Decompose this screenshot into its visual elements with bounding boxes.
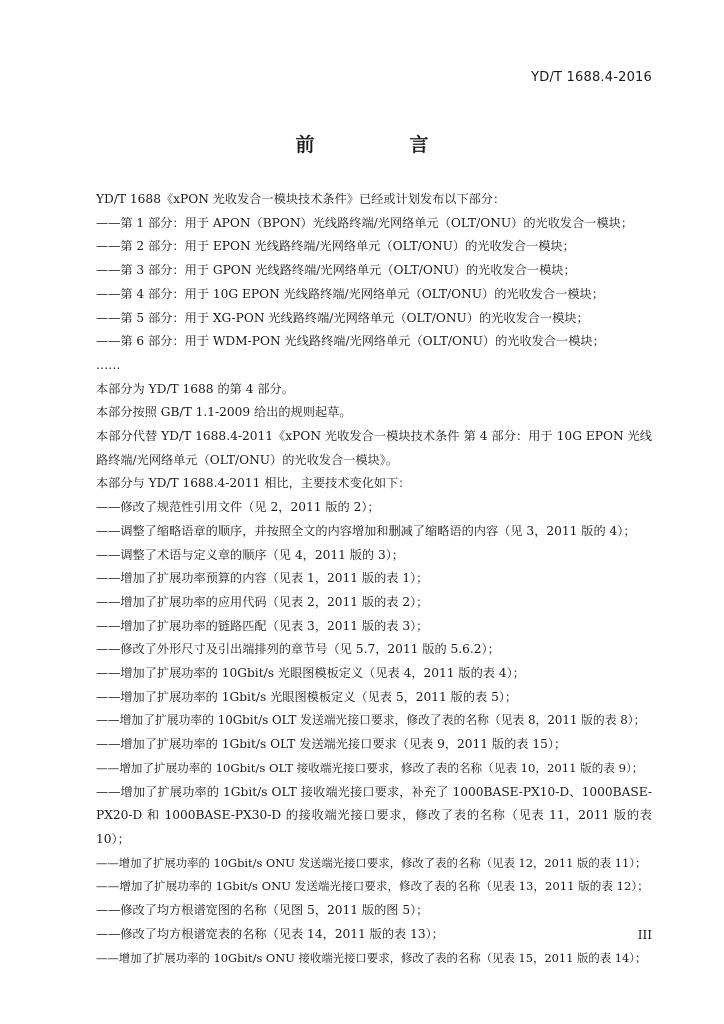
list-item: ——增加了扩展功率的应用代码（见表 2，2011 版的表 2）；: [96, 594, 429, 609]
list-item: ——第 6 部分：用于 WDM-PON 光线路终端/光网络单元（OLT/ONU）的光收发合一模块；: [96, 334, 605, 349]
page-number: III: [637, 928, 652, 942]
list-item: ——增加了扩展功率的 10Gbit/s OLT 接收端光接口要求，修改了表的名称（见表 10，2011 版的表 9）；: [96, 760, 644, 775]
paragraph: 本部分代替 YD/T 1688.4-2011《xPON 光收发合一模块技术条件 第 4 部分：用于 10G EPON 光线路终端/光网络单元（OLT/ONU）的光收发合一模块》。: [96, 429, 652, 467]
list-item: ——第 4 部分：用于 10G EPON 光线路终端/光网络单元（OLT/ONU）的光收发合一模块；: [96, 286, 604, 301]
ellipsis: ……: [96, 357, 121, 372]
list-item: ——增加了扩展功率的 10Gbit/s OLT 发送端光接口要求，修改了表的名称（见表 8，2011 版的表 8）；: [96, 713, 646, 728]
list-item: ——第 1 部分：用于 APON（BPON）光线路终端/光网络单元（OLT/ONU）的光收发合一模块；: [96, 215, 634, 230]
list-item: ——修改了均方根谱宽图的名称（见图 5，2011 版的图 5）；: [96, 903, 429, 918]
paragraph: YD/T 1688《xPON 光收发合一模块技术条件》已经或计划发布以下部分：: [96, 192, 506, 206]
list-item: ——增加了扩展功率的 1Gbit/s OLT 接收端光接口要求，补充了 1000BASE-PX10-D、1000BASE-PX20-D 和 1000BASE-PX30-D 的接收端光接口要求，修改了表的名称（见表 11，2011 版的表 10）；: [96, 784, 652, 846]
list-item: ——调整了术语与定义章的顺序（见 4，2011 版的 3）；: [96, 547, 404, 562]
list-item: ——修改了均方根谱宽表的名称（见表 14，2011 版的表 13）；: [96, 926, 444, 941]
list-item: ——修改了规范性引用文件（见 2，2011 版的 2）；: [96, 500, 380, 515]
list-item: ——增加了扩展功率的 10Gbit/s ONU 接收端光接口要求，修改了表的名称（见表 15，2011 版的表 14）；: [96, 950, 647, 965]
list-item: ——增加了扩展功率的 1Gbit/s OLT 发送端光接口要求（见表 9，2011 版的表 15）；: [96, 737, 567, 752]
list-item: ——修改了外形尺寸及引出端排列的章节号（见 5.7，2011 版的 5.6.2）；: [96, 642, 500, 657]
list-item: ——增加了扩展功率的链路匹配（见表 3，2011 版的表 3）；: [96, 618, 429, 633]
paragraph: 本部分按照 GB/T 1.1-2009 给出的规则起草。: [96, 405, 352, 420]
foreword-body: [72, 188, 652, 970]
paragraph: 本部分与 YD/T 1688.4-2011 相比，主要技术变化如下：: [96, 476, 411, 491]
list-item: ——增加了扩展功率的 1Gbit/s 光眼图模板定义（见表 5，2011 版的表 5）；: [96, 689, 518, 704]
list-item: ——第 5 部分：用于 XG-PON 光线路终端/光网络单元（OLT/ONU）的光收发合一模块；: [96, 310, 589, 325]
page-title: 前 言: [295, 134, 467, 156]
list-item: ——第 3 部分：用于 GPON 光线路终端/光网络单元（OLT/ONU）的光收发合一模块；: [96, 263, 576, 278]
list-item: ——增加了扩展功率的 10Gbit/s ONU 发送端光接口要求，修改了表的名称（见表 12，2011 版的表 11）；: [96, 855, 647, 870]
list-item: ——增加了扩展功率的 10Gbit/s 光眼图模板定义（见表 4，2011 版的表 4）；: [96, 666, 525, 681]
list-item: ——增加了扩展功率的 1Gbit/s ONU 发送端光接口要求，修改了表的名称（见表 13，2011 版的表 12）；: [96, 879, 649, 894]
standard-code: YD/T 1688.4-2016: [531, 70, 652, 85]
list-item: ——第 2 部分：用于 EPON 光线路终端/光网络单元（OLT/ONU）的光收发合一模块；: [96, 239, 575, 254]
paragraph: 本部分为 YD/T 1688 的第 4 部分。: [96, 381, 294, 396]
list-item: ——增加了扩展功率预算的内容（见表 1，2011 版的表 1）；: [96, 571, 429, 586]
list-item: ——调整了缩略语章的顺序，并按照全文的内容增加和删减了缩略语的内容（见 3，2011 版的 4）；: [96, 523, 636, 538]
